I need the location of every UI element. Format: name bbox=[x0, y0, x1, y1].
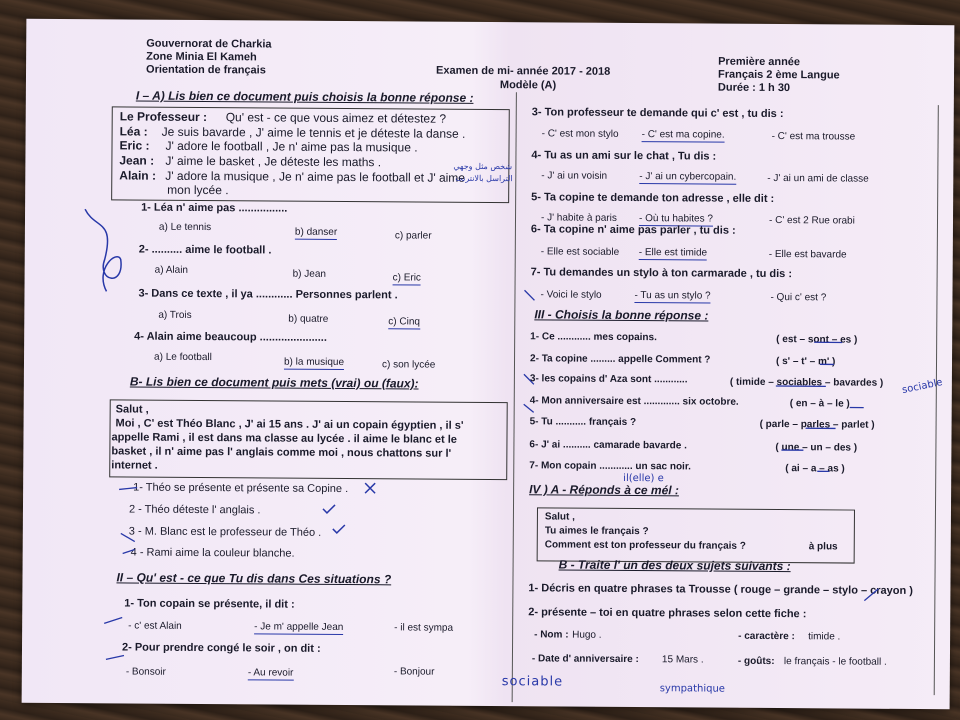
r6-stem: 6- Ta copine n' aime pas parler , tu dis : bbox=[530, 223, 736, 237]
fiche-car-val: timide . bbox=[808, 631, 841, 643]
section-IB-title: B- Lis bien ce document puis mets (vrai) ou (faux): bbox=[129, 374, 419, 391]
fill-1-stem: 1- Ce ............ mes copains. bbox=[530, 331, 657, 344]
r3-opt-2: - C' est ma copine. bbox=[641, 129, 725, 141]
answer-underlines bbox=[775, 342, 864, 472]
q2-stem: 2- .......... aime le football . bbox=[138, 243, 272, 257]
handwritten-sociable-right: sociable bbox=[901, 377, 944, 397]
fiche-date-key: - Date d' anniversaire : bbox=[531, 653, 639, 666]
fill-3-stem: 3- les copains d' Aza sont ............ bbox=[529, 373, 688, 386]
s2-opt-2: - Au revoir bbox=[247, 667, 294, 679]
r3-opt-1: - C' est mon stylo bbox=[541, 128, 619, 140]
r4-opt-1: - J' ai un voisin bbox=[541, 170, 608, 182]
q4-opt-b: b) la musique bbox=[283, 356, 345, 368]
tf-4: 4 - Rami aime la couleur blanche. bbox=[130, 546, 295, 560]
r7-opt-2: - Tu as un stylo ? bbox=[634, 290, 711, 302]
header-model: Modèle (A) bbox=[499, 79, 557, 92]
fill-1-opts: ( est – sont – es ) bbox=[776, 334, 858, 346]
mel-line-3: Comment est ton professeur du français ? bbox=[544, 539, 746, 552]
q4-opt-a: a) Le football bbox=[154, 351, 212, 364]
line-alain: J' adore la musique , Je n' aime pas le football et J' aime bbox=[165, 168, 466, 185]
topic-1: 1- Décris en quatre phrases ta Trousse ( rouge – grande – stylo – crayon ) bbox=[528, 582, 913, 597]
fill-4-opts: ( en – à – le ) bbox=[789, 398, 850, 410]
q3-opt-c: c) Cinq bbox=[388, 316, 421, 328]
fill-7-opts: ( ai – a – as ) bbox=[785, 463, 845, 475]
passage-line-2: Moi , C' est Théo Blanc , J' ai 15 ans . J' ai un copain égyptien , il s' bbox=[115, 417, 464, 432]
topic-2: 2- présente – toi en quatre phrases selon cette fiche : bbox=[528, 606, 807, 621]
handwritten-sympathique: sympathique bbox=[659, 683, 726, 695]
handwritten-sociable-bottom: sociable bbox=[501, 674, 564, 690]
signature-scribble bbox=[84, 209, 121, 291]
fill-6-stem: 6- J' ai .......... camarade bavarde . bbox=[529, 439, 687, 452]
q1-opt-c: c) parler bbox=[394, 230, 432, 242]
mel-line-1: Salut , bbox=[544, 511, 575, 523]
q3-opt-a: a) Trois bbox=[158, 309, 192, 321]
header-left-1: Gouvernorat de Charkia bbox=[146, 37, 272, 51]
s2-stem: 2- Pour prendre congé le soir , on dit : bbox=[121, 641, 321, 655]
line-lea: Je suis bavarde , J' aime le tennis et je déteste la danse . bbox=[161, 124, 466, 141]
handwritten-arabic-2: التراسل بالانترنت bbox=[455, 173, 513, 184]
header-right-2: Français 2 ème Langue bbox=[717, 68, 840, 82]
r4-opt-2: - J' ai un cybercopain. bbox=[639, 171, 737, 183]
handwritten-arabic-1: شخص مثل وجهي bbox=[453, 161, 513, 172]
fill-5-stem: 5- Tu ........... français ? bbox=[529, 416, 637, 429]
r4-opt-3: - J' ai un ami de classe bbox=[767, 172, 869, 185]
s1-opt-3: - il est sympa bbox=[394, 622, 454, 634]
r5-opt-2: - Où tu habites ? bbox=[638, 213, 713, 225]
q1-opt-b: b) danser bbox=[294, 226, 338, 238]
fiche-gouts-key: - goûts: bbox=[737, 655, 775, 668]
mel-line-2: Tu aimes le français ? bbox=[544, 525, 649, 538]
tf-3: 3 - M. Blanc est le professeur de Théo . bbox=[128, 525, 322, 539]
s2-opt-3: - Bonjour bbox=[393, 666, 435, 678]
tf-2: 2 - Théo déteste l' anglais . bbox=[128, 503, 261, 517]
speaker-jean: Jean : bbox=[119, 153, 155, 168]
header-right-3: Durée : 1 h 30 bbox=[717, 81, 791, 95]
line-prof: Qu' est - ce que vous aimez et détestez ? bbox=[225, 110, 447, 126]
section-IA-title: I – A) Lis bien ce document puis choisis la bonne réponse : bbox=[135, 88, 474, 105]
r7-opt-3: - Qui c' est ? bbox=[770, 291, 827, 304]
q2-opt-c: c) Eric bbox=[392, 272, 421, 284]
exam-sheet bbox=[22, 19, 955, 709]
topic-mark bbox=[864, 589, 878, 601]
passage-line-5: internet . bbox=[111, 459, 158, 472]
header-right-1: Première année bbox=[718, 55, 801, 69]
speaker-lea: Léa : bbox=[119, 124, 148, 139]
fill-7-stem: 7- Mon copain ............ un sac noir. bbox=[529, 460, 692, 473]
speaker-alain: Alain : bbox=[119, 168, 157, 183]
fiche-nom-val: Hugo . bbox=[572, 629, 602, 641]
fill-2-opts: ( s' – t' – m' ) bbox=[775, 356, 836, 368]
q2-opt-b: b) Jean bbox=[292, 268, 327, 280]
s1-opt-2: - Je m' appelle Jean bbox=[254, 621, 344, 633]
line-alain-2: mon lycée . bbox=[167, 182, 229, 198]
passage-line-3: appelle Rami , il est dans ma classe au lycée . il aime le blanc et le bbox=[111, 431, 457, 446]
header-left-3: Orientation de français bbox=[146, 63, 266, 77]
r6-opt-1: - Elle est sociable bbox=[540, 246, 620, 258]
fiche-date-val: 15 Mars . bbox=[661, 654, 704, 666]
q3-stem: 3- Dans ce texte , il ya ............ Personnes parlent . bbox=[138, 287, 398, 302]
s1-opt-1: - c' est Alain bbox=[128, 620, 182, 632]
r5-opt-1: - J' habite à paris bbox=[540, 212, 617, 224]
q1-stem: 1- Léa n' aime pas ................ bbox=[141, 201, 288, 215]
q4-opt-c: c) son lycée bbox=[381, 359, 436, 371]
check-mark-tf3 bbox=[333, 525, 345, 533]
fiche-nom-key: - Nom : bbox=[534, 629, 569, 641]
r6-opt-2: - Elle est timide bbox=[638, 247, 708, 259]
speaker-prof: Le Professeur : bbox=[119, 109, 208, 125]
q4-stem: 4- Alain aime beaucoup ...................... bbox=[134, 330, 327, 344]
line-jean: J' aime le basket , Je déteste les maths . bbox=[165, 153, 382, 170]
section-II-title: II – Qu' est - ce que Tu dis dans Ces situations ? bbox=[116, 570, 392, 587]
section-III-title: III - Choisis la bonne réponse : bbox=[534, 307, 709, 323]
r7-stem: 7- Tu demandes un stylo à ton carmarade , tu dis : bbox=[530, 266, 793, 281]
section-IVA-title: IV ) A - Réponds à ce mél : bbox=[529, 482, 679, 498]
header-left-2: Zone Minia El Kameh bbox=[146, 50, 257, 64]
handwritten-ilelle: il(elle) e bbox=[623, 472, 664, 485]
fiche-gouts-val: le français - le football . bbox=[783, 656, 887, 668]
mel-line-4: à plus bbox=[808, 541, 838, 553]
header-exam-title: Examen de mi- année 2017 - 2018 bbox=[436, 64, 611, 78]
fill-6-opts: ( une – un – des ) bbox=[775, 442, 858, 454]
fill-2-stem: 2- Ta copine ......... appelle Comment ? bbox=[529, 353, 711, 366]
r7-opt-1: - Voici le stylo bbox=[540, 289, 602, 301]
margin-ticks bbox=[119, 487, 137, 553]
cross-mark-tf1 bbox=[365, 483, 375, 493]
r3-stem: 3- Ton professeur te demande qui c' est , tu dis : bbox=[531, 106, 784, 121]
r5-stem: 5- Ta copine te demande ton adresse , elle dit : bbox=[531, 191, 775, 205]
tf-1: 1- Théo se présente et présente sa Copine . bbox=[133, 481, 349, 496]
fill-3-opts: ( timide – sociables – bavardes ) bbox=[729, 376, 884, 389]
s2-opt-1: - Bonsoir bbox=[125, 666, 166, 678]
r3-opt-3: - C' est ma trousse bbox=[771, 130, 856, 143]
passage-line-4: basket , il n' aime pas l' anglais comme moi , nous chattons sur l' bbox=[111, 445, 452, 460]
line-eric: J' adore le football , Je n' aime pas la musique . bbox=[165, 138, 418, 155]
q2-opt-a: a) Alain bbox=[154, 264, 189, 276]
check-mark-tf2 bbox=[323, 505, 335, 513]
s1-stem: 1- Ton copain se présente, il dit : bbox=[124, 597, 295, 611]
speaker-eric: Eric : bbox=[119, 138, 150, 153]
q1-opt-a: a) Le tennis bbox=[158, 221, 212, 234]
section-IVB-title: B - Traite l' un des deux sujets suivants : bbox=[558, 557, 791, 574]
ink-marks bbox=[22, 19, 955, 709]
r5-opt-3: - C' est 2 Rue orabi bbox=[768, 214, 855, 227]
fill-4-stem: 4- Mon anniversaire est ............. six octobre. bbox=[529, 395, 739, 408]
passage-line-1: Salut , bbox=[115, 403, 149, 416]
margin-ticks-right bbox=[524, 290, 535, 412]
q3-opt-b: b) quatre bbox=[288, 313, 329, 325]
r6-opt-3: - Elle est bavarde bbox=[768, 248, 847, 261]
r4-stem: 4- Tu as un ami sur le chat , Tu dis : bbox=[531, 149, 717, 163]
fill-5-opts: ( parle – parles – parlet ) bbox=[759, 418, 875, 431]
fiche-car-key: - caractère : bbox=[738, 630, 795, 643]
margin-ticks-II bbox=[104, 617, 124, 659]
